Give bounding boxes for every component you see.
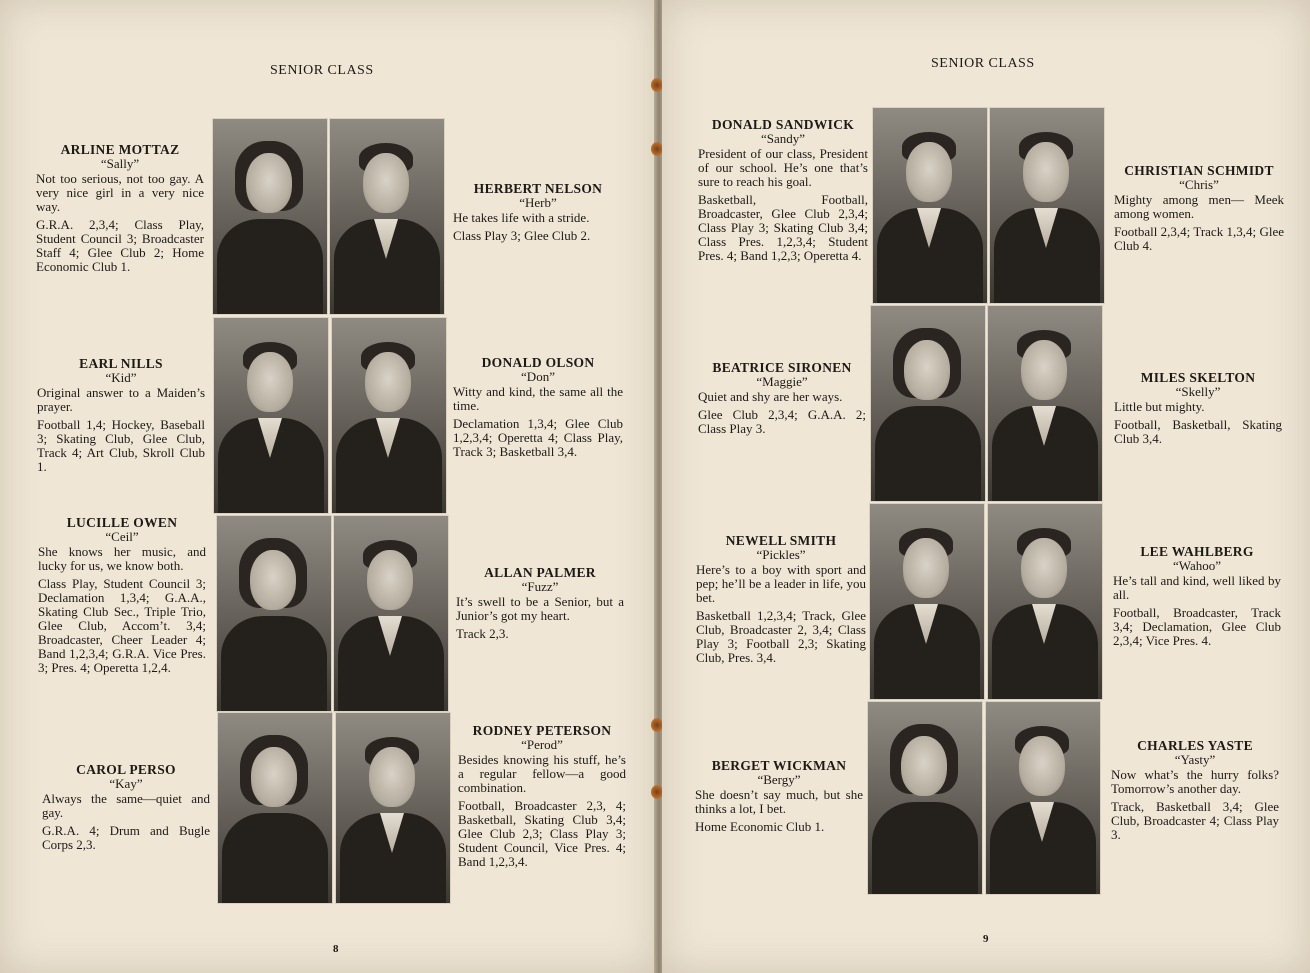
student-name: NEWELL SMITH [725,533,837,548]
student-entry-nelson [453,182,623,243]
student-entry-skelton [1114,371,1282,446]
page-number: 8 [333,943,339,955]
student-description: She doesn’t say much, but she thinks a lot, I bet. [695,787,863,816]
student-activities: Class Play, Student Council 3; Declamation 1,3,4; G.A.A., Skating Club Sec., Triple Trio, Glee Club, Accom’t. 3,4; Broadcaster, Cheer Leader 4; Band 1,2,3,4; G.R.A. Vice Pres. 3; Pres. 4; Operetta 1,2,4. [38,576,206,675]
student-description: President of our class, President of our school. He’s one that’s sure to reach his goal. [698,146,868,189]
student-name: LUCILLE OWEN [66,515,178,530]
student-activities: G.R.A. 2,3,4; Class Play, Student Council 3; Broadcaster Staff 4; Glee Club 2; Home Economic Club 1. [36,217,204,274]
student-activities: Football 1,4; Hockey, Baseball 3; Skating Club, Glee Club, Track 4; Art Club, Skroll Club 1. [37,417,205,474]
student-name: CHARLES YASTE [1137,738,1253,753]
student-entry-sandwick [698,118,868,263]
student-name: HERBERT NELSON [473,181,603,196]
student-description: Little but mighty. [1114,399,1205,414]
right-page [662,0,1310,973]
student-description: Here’s to a boy with sport and pep; he’ll be a leader in life, you bet. [696,562,866,605]
student-portrait-wahlberg [987,503,1103,700]
student-nickname: “Perod” [521,737,563,752]
student-nickname: “Yasty” [1174,752,1216,767]
student-activities: Football, Basketball, Skating Club 3,4. [1114,417,1282,446]
student-nickname: “Don” [521,369,555,384]
student-entry-sironen [698,361,866,436]
page-heading: SENIOR CLASS [270,63,374,78]
student-nickname: “Herb” [519,195,557,210]
student-activities: Glee Club 2,3,4; G.A.A. 2; Class Play 3. [698,407,866,436]
student-name: EARL NILLS [79,356,163,371]
student-nickname: “Sally” [100,156,140,171]
student-description: Original answer to a Maiden’s prayer. [37,385,205,414]
student-activities: Home Economic Club 1. [695,819,825,834]
student-activities: Declamation 1,3,4; Glee Club 1,2,3,4; Operetta 4; Class Play, Track 3; Basketball 3,4. [453,416,623,459]
student-activities: Football 2,3,4; Track 1,3,4; Glee Club 4. [1114,224,1284,253]
student-portrait-mottaz [212,118,328,315]
student-activities: Basketball 1,2,3,4; Track, Glee Club, Broadcaster 2, 3,4; Class Play 3; Football 2,3; Skating Club, Pres. 3,4. [696,608,866,665]
student-portrait-owen [216,515,332,712]
student-description: He’s tall and kind, well liked by all. [1113,573,1281,602]
student-name: DONALD SANDWICK [711,117,855,132]
student-description: It’s swell to be a Senior, but a Junior’s got my heart. [456,594,624,623]
student-portrait-peterson [335,712,451,904]
student-description: Witty and kind, the same all the time. [453,384,623,413]
student-activities: Track, Basketball 3,4; Glee Club, Broadcaster 4; Class Play 3. [1111,799,1279,842]
student-description: Besides knowing his stuff, he’s a regular fellow—a good combination. [458,752,626,795]
student-nickname: “Fuzz” [521,579,559,594]
student-entry-wickman [695,759,863,834]
student-portrait-schmidt [989,107,1105,304]
student-entry-olson [453,356,623,459]
student-nickname: “Kid” [105,370,137,385]
student-portrait-palmer [333,515,449,712]
student-nickname: “Chris” [1179,177,1219,192]
student-activities: G.R.A. 4; Drum and Bugle Corps 2,3. [42,823,210,852]
student-description: Mighty among men— Meek among women. [1114,192,1284,221]
student-portrait-nills [213,317,329,514]
student-name: BERGET WICKMAN [711,758,847,773]
student-portrait-nelson [329,118,445,315]
student-activities: Football, Broadcaster 2,3, 4; Basketball, Skating Club 3,4; Glee Club 2,3; Class Play 3; Student Council, Vice Pres. 4; Band 1,2,3,4. [458,798,626,869]
student-description: He takes life with a stride. [453,210,590,225]
page-heading: SENIOR CLASS [931,56,1035,71]
student-activities: Class Play 3; Glee Club 2. [453,228,591,243]
student-entry-mottaz [36,143,204,274]
student-portrait-skelton [987,305,1103,502]
student-entry-palmer [456,566,624,641]
student-description: Always the same—quiet and gay. [42,791,210,820]
student-entry-schmidt [1114,164,1284,253]
student-portrait-olson [331,317,447,514]
student-name: DONALD OLSON [481,355,595,370]
student-name: CHRISTIAN SCHMIDT [1124,163,1274,178]
student-entry-peterson [458,724,626,869]
student-nickname: “Bergy” [757,772,801,787]
student-nickname: “Sandy” [760,131,806,146]
student-description: Not too serious, not too gay. A very nice girl in a very nice way. [36,171,204,214]
student-nickname: “Ceil” [105,529,139,544]
student-entry-wahlberg [1113,545,1281,648]
student-portrait-yaste [985,701,1101,895]
student-name: ALLAN PALMER [484,565,596,580]
student-description: Quiet and shy are her ways. [698,389,843,404]
student-name: RODNEY PETERSON [472,723,612,738]
student-entry-nills [37,357,205,474]
student-name: CAROL PERSO [76,762,176,777]
student-portrait-wickman [867,701,983,895]
student-activities: Track 2,3. [456,626,509,641]
student-nickname: “Skelly” [1175,384,1221,399]
student-entry-owen [38,516,206,675]
student-name: LEE WAHLBERG [1140,544,1254,559]
student-description: Now what’s the hurry folks? Tomorrow’s another day. [1111,767,1279,796]
student-nickname: “Wahoo” [1172,558,1222,573]
student-activities: Football, Broadcaster, Track 3,4; Declamation, Glee Club 2,3,4; Vice Pres. 4. [1113,605,1281,648]
student-description: She knows her music, and lucky for us, we know both. [38,544,206,573]
student-entry-yaste [1111,739,1279,842]
page-number: 9 [983,933,989,945]
student-portrait-smith [869,503,985,700]
student-portrait-sandwick [872,107,988,304]
student-portrait-sironen [870,305,986,502]
student-portrait-perso [217,712,333,904]
student-activities: Basketball, Football, Broadcaster, Glee Club 2,3,4; Class Play 3; Skating Club 3,4; Class Pres. 1,2,3,4; Student Pres. 4; Band 1,2,3; Operetta 4. [698,192,868,263]
student-name: MILES SKELTON [1140,370,1256,385]
student-entry-smith [696,534,866,665]
student-nickname: “Kay” [109,776,143,791]
student-name: BEATRICE SIRONEN [712,360,852,375]
student-name: ARLINE MOTTAZ [60,142,180,157]
student-nickname: “Pickles” [756,547,806,562]
student-entry-perso [42,763,210,852]
student-nickname: “Maggie” [756,374,808,389]
